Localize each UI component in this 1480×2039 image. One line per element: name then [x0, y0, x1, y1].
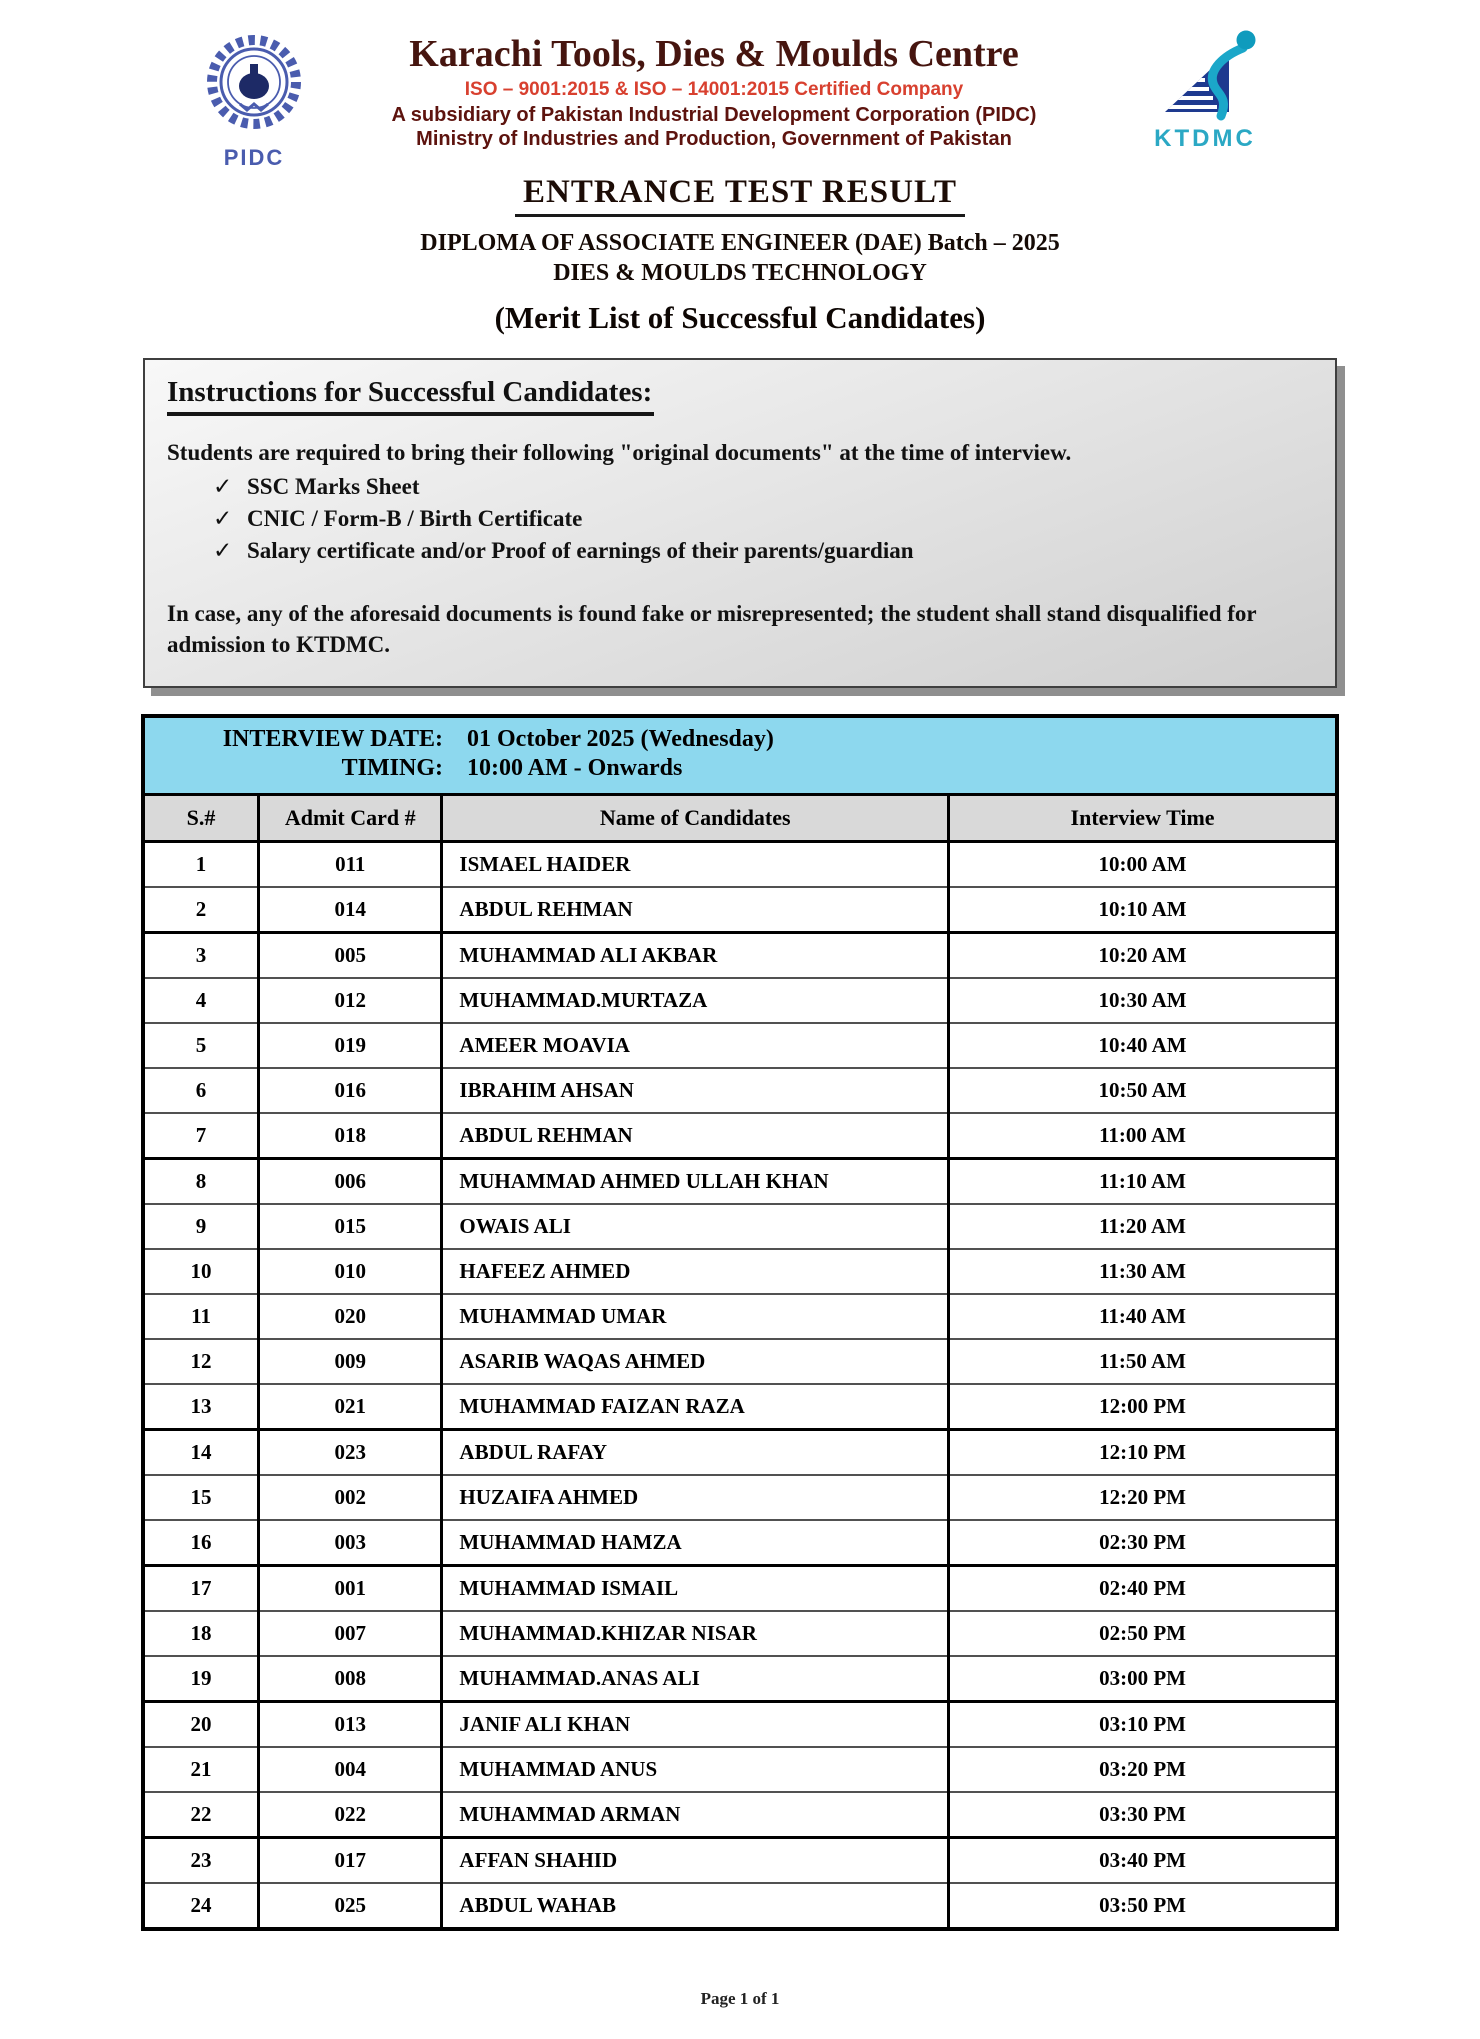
- table-row: [143, 842, 1337, 888]
- table-row: [143, 1294, 1337, 1339]
- cell-sno: 13: [143, 1384, 259, 1430]
- interview-date-line: [145, 725, 1335, 755]
- cell-sno: 6: [143, 1068, 259, 1113]
- cell-admit-card: 004: [259, 1747, 442, 1792]
- cell-name: ABDUL REHMAN: [442, 887, 949, 933]
- page-number: Page 1 of 1: [700, 1989, 780, 2009]
- instruction-item-text: SSC Marks Sheet: [247, 474, 420, 499]
- cell-admit-card: 020: [259, 1294, 442, 1339]
- cell-admit-card: 007: [259, 1611, 442, 1656]
- table-row: [143, 1023, 1337, 1068]
- cell-sno: 11: [143, 1294, 259, 1339]
- timing-label: TIMING:: [341, 755, 443, 782]
- cell-interview-time: 02:50 PM: [949, 1611, 1337, 1656]
- cell-name: MUHAMMAD ANUS: [442, 1747, 949, 1792]
- table-row: [143, 1838, 1337, 1884]
- table-row: [143, 1430, 1337, 1476]
- cell-name: ASARIB WAQAS AHMED: [442, 1339, 949, 1384]
- cell-admit-card: 006: [259, 1159, 442, 1205]
- cell-admit-card: 011: [259, 842, 442, 888]
- check-icon: ✓: [213, 474, 233, 499]
- cell-interview-time: 10:30 AM: [949, 978, 1337, 1023]
- cell-name: HAFEEZ AHMED: [442, 1249, 949, 1294]
- cell-sno: 19: [143, 1656, 259, 1702]
- cell-interview-time: 11:30 AM: [949, 1249, 1337, 1294]
- cell-admit-card: 009: [259, 1339, 442, 1384]
- table-row: [143, 933, 1337, 979]
- instruction-item-text: CNIC / Form-B / Birth Certificate: [247, 506, 583, 532]
- cell-interview-time: 10:20 AM: [949, 933, 1337, 979]
- cell-admit-card: 008: [259, 1656, 442, 1702]
- cell-admit-card: 014: [259, 887, 442, 933]
- cell-sno: 21: [143, 1747, 259, 1792]
- schedule-banner: [143, 716, 1337, 795]
- cell-name: JANIF ALI KHAN: [442, 1702, 949, 1748]
- table-row: [143, 887, 1337, 933]
- cell-name: MUHAMMAD FAIZAN RAZA: [442, 1384, 949, 1430]
- cell-sno: 17: [143, 1566, 259, 1612]
- table-row: [143, 978, 1337, 1023]
- timing-line: [145, 754, 1335, 784]
- cell-name: MUHAMMAD.MURTAZA: [442, 978, 949, 1023]
- ktdmc-logo-label: KTDMC: [1154, 125, 1256, 152]
- table-row: [143, 1702, 1337, 1748]
- result-title: [0, 174, 1480, 217]
- table-row: [143, 1339, 1337, 1384]
- cell-interview-time: 11:50 AM: [949, 1339, 1337, 1384]
- ktdmc-emblem-icon: [1149, 109, 1261, 126]
- cell-admit-card: 025: [259, 1883, 442, 1929]
- ministry-line: Ministry of Industries and Production, Government of Pakistan: [416, 128, 1012, 151]
- cell-interview-time: 03:00 PM: [949, 1656, 1337, 1702]
- cell-name: MUHAMMAD HAMZA: [442, 1520, 949, 1566]
- table-body: [143, 842, 1337, 1930]
- cell-sno: 3: [143, 933, 259, 979]
- cell-interview-time: 12:10 PM: [949, 1430, 1337, 1476]
- cell-admit-card: 023: [259, 1430, 442, 1476]
- table-row: [143, 1883, 1337, 1929]
- cell-name: MUHAMMAD.KHIZAR NISAR: [442, 1611, 949, 1656]
- technology-line: DIES & MOULDS TECHNOLOGY: [553, 260, 927, 286]
- cell-interview-time: 11:40 AM: [949, 1294, 1337, 1339]
- cell-sno: 23: [143, 1838, 259, 1884]
- table-row: [143, 1068, 1337, 1113]
- check-icon: ✓: [213, 506, 233, 532]
- cell-interview-time: 10:40 AM: [949, 1023, 1337, 1068]
- instructions-intro: Students are required to bring their following "original documents" at the time of interview.: [167, 440, 1072, 465]
- cell-name: AMEER MOAVIA: [442, 1023, 949, 1068]
- cell-admit-card: 021: [259, 1384, 442, 1430]
- iso-certification-line: ISO – 9001:2015 & ISO – 14001:2015 Certified Company: [464, 78, 964, 100]
- organization-name: Karachi Tools, Dies & Moulds Centre: [409, 33, 1019, 75]
- cell-admit-card: 001: [259, 1566, 442, 1612]
- pidc-logo-label: PIDC: [223, 145, 285, 170]
- cell-interview-time: 02:30 PM: [949, 1520, 1337, 1566]
- ktdmc-logo: [1146, 26, 1264, 153]
- table-row: [143, 1475, 1337, 1520]
- instructions-heading-text: Instructions for Successful Candidates:: [167, 376, 654, 416]
- cell-sno: 7: [143, 1113, 259, 1159]
- instruction-item: [213, 503, 1313, 535]
- cell-admit-card: 005: [259, 933, 442, 979]
- table-row: [143, 1611, 1337, 1656]
- cell-name: ABDUL RAFAY: [442, 1430, 949, 1476]
- cell-sno: 4: [143, 978, 259, 1023]
- cell-name: OWAIS ALI: [442, 1204, 949, 1249]
- program-line: DIPLOMA OF ASSOCIATE ENGINEER (DAE) Batch – 2025: [420, 230, 1060, 256]
- cell-sno: 15: [143, 1475, 259, 1520]
- cell-sno: 9: [143, 1204, 259, 1249]
- cell-name: ISMAEL HAIDER: [442, 842, 949, 888]
- cell-interview-time: 02:40 PM: [949, 1566, 1337, 1612]
- merit-list-title: (Merit List of Successful Candidates): [494, 300, 986, 335]
- table-row: [143, 1249, 1337, 1294]
- cell-name: ABDUL WAHAB: [442, 1883, 949, 1929]
- schedule-banner-cell: [143, 716, 1337, 795]
- timing-value: 10:00 AM - Onwards: [467, 755, 683, 782]
- cell-name: MUHAMMAD ALI AKBAR: [442, 933, 949, 979]
- cell-admit-card: 019: [259, 1023, 442, 1068]
- cell-interview-time: 10:50 AM: [949, 1068, 1337, 1113]
- subsidiary-line: A subsidiary of Pakistan Industrial Development Corporation (PIDC): [391, 103, 1037, 126]
- cell-name: MUHAMMAD UMAR: [442, 1294, 949, 1339]
- cell-admit-card: 022: [259, 1792, 442, 1838]
- cell-interview-time: 12:20 PM: [949, 1475, 1337, 1520]
- table-row: [143, 1792, 1337, 1838]
- column-header-sno: S.#: [143, 795, 259, 842]
- cell-name: MUHAMMAD.ANAS ALI: [442, 1656, 949, 1702]
- check-icon: ✓: [213, 538, 233, 564]
- column-header-admit-card: Admit Card #: [259, 795, 442, 842]
- cell-admit-card: 016: [259, 1068, 442, 1113]
- cell-sno: 14: [143, 1430, 259, 1476]
- cell-interview-time: 12:00 PM: [949, 1384, 1337, 1430]
- cell-sno: 12: [143, 1339, 259, 1384]
- cell-sno: 10: [143, 1249, 259, 1294]
- cell-sno: 20: [143, 1702, 259, 1748]
- cell-admit-card: 015: [259, 1204, 442, 1249]
- cell-admit-card: 017: [259, 1838, 442, 1884]
- cell-sno: 16: [143, 1520, 259, 1566]
- cell-interview-time: 03:10 PM: [949, 1702, 1337, 1748]
- table-row: [143, 1113, 1337, 1159]
- cell-admit-card: 018: [259, 1113, 442, 1159]
- table-row: [143, 1384, 1337, 1430]
- cell-name: MUHAMMAD AHMED ULLAH KHAN: [442, 1159, 949, 1205]
- table-row: [143, 1747, 1337, 1792]
- cell-name: IBRAHIM AHSAN: [442, 1068, 949, 1113]
- cell-name: ABDUL REHMAN: [442, 1113, 949, 1159]
- cell-sno: 18: [143, 1611, 259, 1656]
- table-row: [143, 1159, 1337, 1205]
- cell-admit-card: 002: [259, 1475, 442, 1520]
- table-row: [143, 1520, 1337, 1566]
- cell-interview-time: 03:50 PM: [949, 1883, 1337, 1929]
- cell-sno: 2: [143, 887, 259, 933]
- instruction-item: [213, 471, 1313, 503]
- cell-name: MUHAMMAD ISMAIL: [442, 1566, 949, 1612]
- cell-name: MUHAMMAD ARMAN: [442, 1792, 949, 1838]
- cell-sno: 22: [143, 1792, 259, 1838]
- cell-interview-time: 10:00 AM: [949, 842, 1337, 888]
- column-header-name: Name of Candidates: [442, 795, 949, 842]
- instructions-box: [143, 358, 1337, 688]
- cell-sno: 8: [143, 1159, 259, 1205]
- cell-name: HUZAIFA AHMED: [442, 1475, 949, 1520]
- cell-interview-time: 11:00 AM: [949, 1113, 1337, 1159]
- cell-admit-card: 010: [259, 1249, 442, 1294]
- cell-sno: 24: [143, 1883, 259, 1929]
- cell-interview-time: 03:40 PM: [949, 1838, 1337, 1884]
- cell-interview-time: 03:30 PM: [949, 1792, 1337, 1838]
- table-header-row: [143, 795, 1337, 842]
- document-titles: [0, 174, 1480, 336]
- cell-sno: 5: [143, 1023, 259, 1068]
- merit-list-table: [141, 714, 1339, 1932]
- cell-interview-time: 03:20 PM: [949, 1747, 1337, 1792]
- page-footer: [0, 1989, 1480, 2039]
- table-row: [143, 1656, 1337, 1702]
- instruction-item-text: Salary certificate and/or Proof of earnings of their parents/guardian: [247, 538, 914, 564]
- cell-admit-card: 003: [259, 1520, 442, 1566]
- cell-admit-card: 012: [259, 978, 442, 1023]
- cell-interview-time: 11:10 AM: [949, 1159, 1337, 1205]
- cell-name: AFFAN SHAHID: [442, 1838, 949, 1884]
- table-row: [143, 1204, 1337, 1249]
- cell-admit-card: 013: [259, 1702, 442, 1748]
- cell-sno: 1: [143, 842, 259, 888]
- instructions-warning: In case, any of the aforesaid documents is found fake or misrepresented; the student shall stand disqualified for admission to KTDMC.: [167, 600, 1257, 657]
- cell-interview-time: 11:20 AM: [949, 1204, 1337, 1249]
- instructions-heading: [167, 376, 1313, 416]
- cell-interview-time: 10:10 AM: [949, 887, 1337, 933]
- result-title-text: ENTRANCE TEST RESULT: [515, 174, 965, 217]
- interview-date-value: 01 October 2025 (Wednesday): [467, 725, 774, 752]
- table-row: [143, 1566, 1337, 1612]
- column-header-interview-time: Interview Time: [949, 795, 1337, 842]
- document-header: [0, 0, 1480, 168]
- instruction-item: [213, 535, 1313, 567]
- interview-date-label: INTERVIEW DATE:: [222, 725, 443, 752]
- instructions-list: [167, 471, 1313, 568]
